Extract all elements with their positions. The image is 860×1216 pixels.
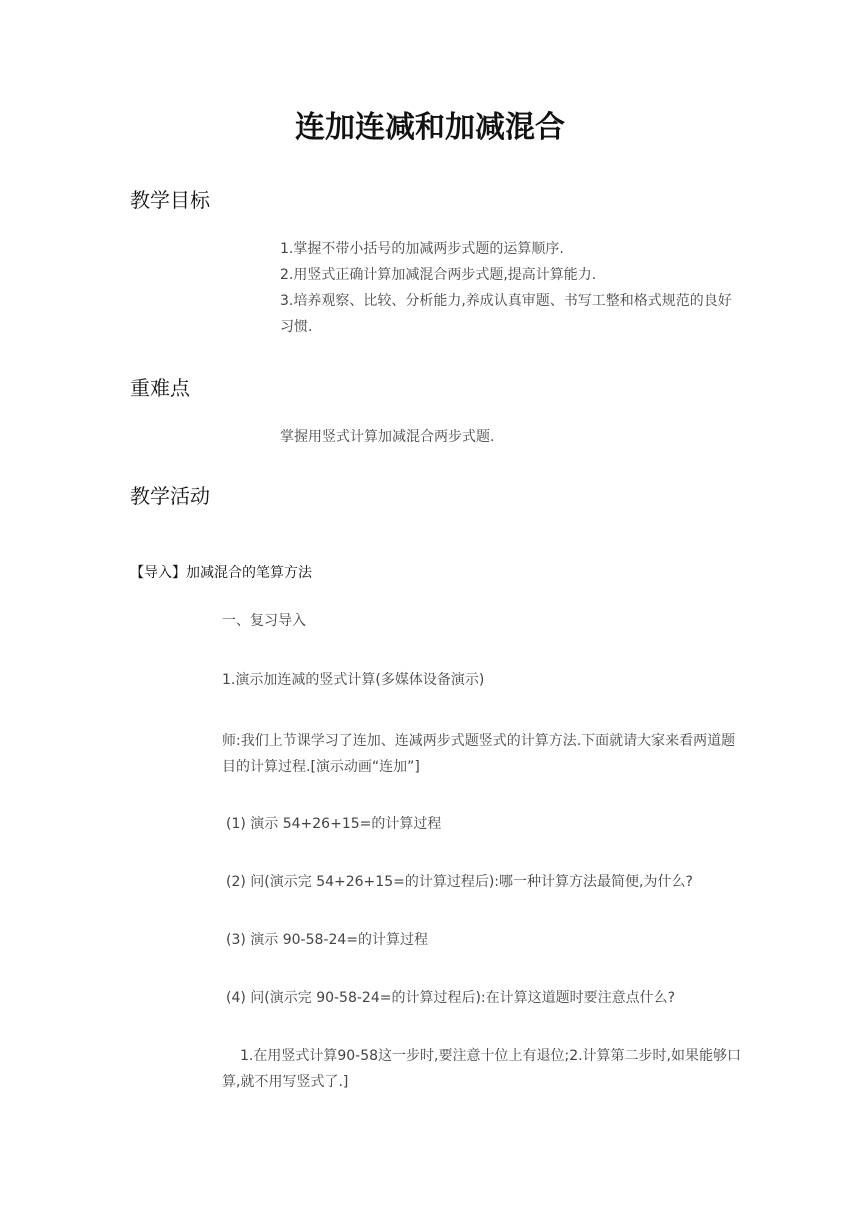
review-part-heading: 一、复习导入 (222, 613, 306, 629)
activity-item-2: (2) 问(演示完 54+26+15=的计算过程后):哪一种计算方法最简便,为什么? (226, 874, 693, 890)
objectives-list (280, 236, 735, 340)
key-points-text: 掌握用竖式计算加减混合两步式题. (280, 429, 495, 445)
step-one-text: 1.演示加连减的竖式计算(多媒体设备演示) (222, 672, 485, 688)
activity-item-1: (1) 演示 54+26+15=的计算过程 (226, 816, 442, 832)
document-title: 连加连减和加减混合 (295, 110, 565, 145)
teacher-paragraph: 师:我们上节课学习了连加、连减两步式题竖式的计算方法.下面就请大家来看两道题目的计算过程.[演示动画“连加”] (222, 733, 736, 775)
activity-item-4: (4) 问(演示完 90-58-24=的计算过程后):在计算这道题时要注意点什么? (226, 990, 676, 1006)
objective-item-3: 3.培养观察、比较、分析能力,养成认真审题、书写工整和格式规范的良好习惯. (280, 293, 732, 335)
key-points-heading: 重难点 (130, 376, 190, 400)
activity-item-3: (3) 演示 90-58-24=的计算过程 (226, 932, 429, 948)
objective-item-2: 2.用竖式正确计算加减混合两步式题,提高计算能力. (280, 267, 597, 283)
intro-heading: 【导入】加减混合的笔算方法 (130, 565, 312, 581)
objective-item-1: 1.掌握不带小括号的加减两步式题的运算顺序. (280, 241, 564, 257)
answer-paragraph: 1.在用竖式计算90-58这一步时,要注意十位上有退位;2.计算第二步时,如果能够口算,就不用写竖式了.] (222, 1048, 742, 1090)
objectives-heading: 教学目标 (130, 188, 210, 212)
activities-heading: 教学活动 (130, 484, 210, 508)
